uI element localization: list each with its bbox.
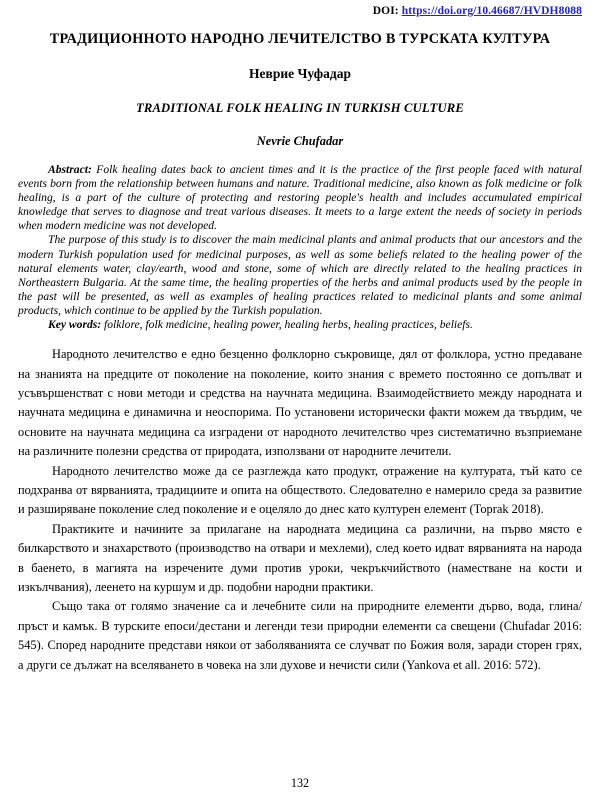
page-title-bulgarian: ТРАДИЦИОННОТО НАРОДНО ЛЕЧИТЕЛСТВО В ТУРСКАТА КУЛТУРА <box>49 31 551 47</box>
author-english: Nevrie Chufadar <box>256 134 344 148</box>
abstract-paragraph-1-text: Folk healing dates back to ancient times and it is the practice of the first people faced with natural events born from the relationship between humans and nature. Traditional medicine, also known as folk medicine or folk healing, is a part of the culture of protecting and restoring people's health and includes accumulated empirical knowledge that serves to diagnose and treat various diseases. It meets to a large extent the needs of society in periods when modern medicine was not developed. <box>18 163 582 233</box>
abstract-paragraph-2: The purpose of this study is to discover the main medicinal plants and animal products that our ancestors and the modern Turkish population used for medicinal purposes, as well as some beliefs related to the healing power of the natural elements water, clay/earth, wood and stone, some of which are directly related to the healing practices in Northeastern Bulgaria. At the same time, the healing properties of the herbs and animal products used by the people in the past will be presented, as well as examples of healing practices related to medicinal plants and some animal products, which continue to be applied by the Turkish population. <box>18 233 582 317</box>
keywords-text: folklore, folk medicine, healing power, healing herbs, healing practices, beliefs. <box>101 318 473 332</box>
body-paragraph-4: Също така от голямо значение са и лечебните сили на природните елементи дърво, вода, глина/пръст и камък. В турските епоси/дестани и легенди тези природни елементи са свещени (Chufadar 2016: 545). Според народните представи някои от заболяванията се случват по Божия воля, заради сторен грях, а други се дължат на вселяването в човека на зли духове и нечисти сили (Yankova et all. 2016: 572). <box>18 599 582 672</box>
page-title-english: TRADITIONAL FOLK HEALING IN TURKISH CULTURE <box>135 101 465 115</box>
doi-link[interactable]: https://doi.org/10.46687/HVDH8088 <box>401 5 582 17</box>
body-paragraph-3: Практиките и начините за прилагане на народната медицина са различни, на първо място е билкарството и знахарството (производство на отвари и мехлеми), след което идват вярванията на народа в баенето, в магията на изречените думи против уроки, чекръкчийството (наместване на кости и изкълчвания), леенето на куршум и др. подобни народни практики. <box>18 521 582 594</box>
doi-label: DOI: <box>372 5 399 17</box>
body-paragraph-1: Народното лечителство е едно безценно фолклорно съкровище, дял от фолклора, устно предаване на знанията на предците от поколение на поколение, които знания с времето постоянно се допълват и усъвършенстват с нови методи и средства на научната медицина. Взаимодействието между народната и научната медицина е динамична и неоспорима. По установени исторически факти можем да твърдим, че основите на научната медицина са изградени от народното лечителство чрез систематично възприемане на различните полезни средства от природата, използвани от народните лечители. <box>18 347 582 459</box>
keywords-label: Key words: <box>48 318 102 332</box>
page-number: 132 <box>290 776 310 790</box>
body-paragraph-2: Народното лечителство може да се разглежда като продукт, отражение на културата, тъй като се подхранва от вярванията, традициите и опита на обществото. Следователно е намерило среда за развитие и разширяване поколение след поколение и е оцеляло до днес като културен елемент (Toprak 2018). <box>18 463 582 517</box>
author-bulgarian: Неврие Чуфадар <box>249 66 351 81</box>
abstract-section <box>18 163 582 332</box>
keywords-paragraph <box>18 318 582 332</box>
abstract-label: Abstract: <box>48 163 92 176</box>
body-section <box>18 345 582 675</box>
abstract-paragraph-1 <box>18 163 582 233</box>
doi-line <box>18 4 582 18</box>
